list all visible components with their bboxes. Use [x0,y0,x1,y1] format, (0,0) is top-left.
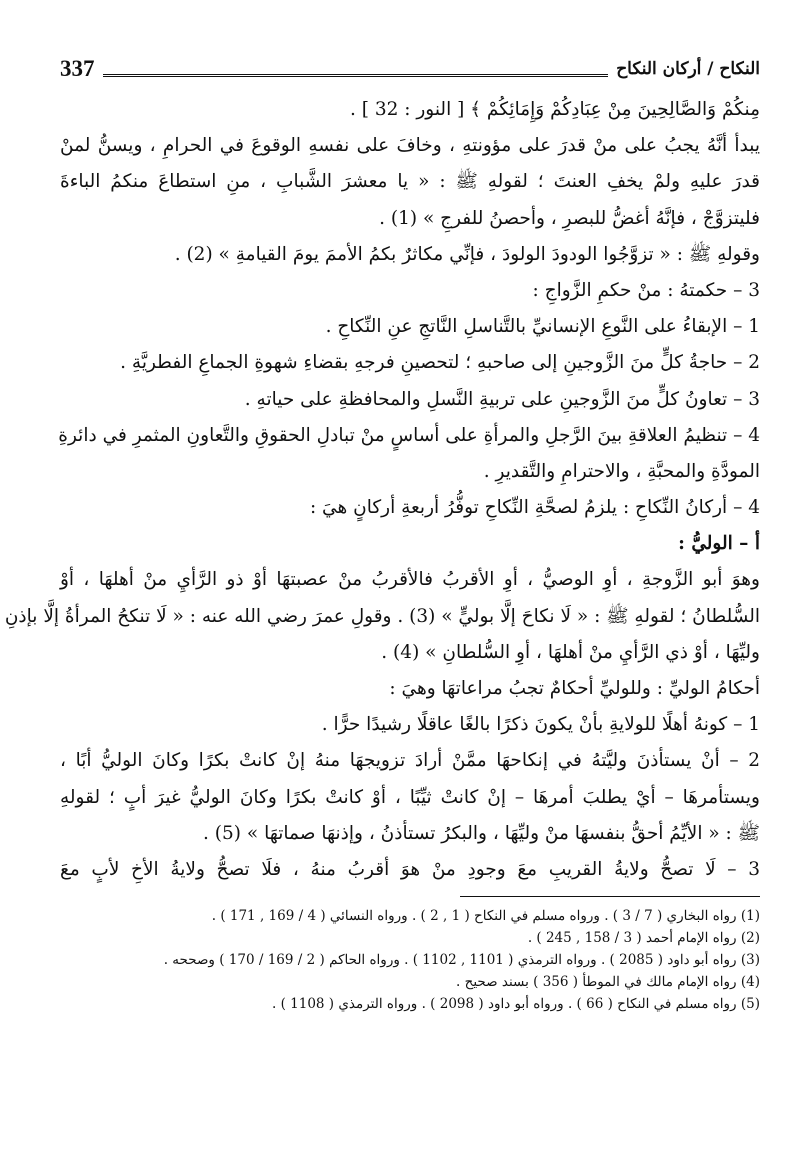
text-line: مِنكُمْ وَالصَّالِحِينَ مِنْ عِبَادِكُمْ وَإِمَائِكُمْ ﴾ [ النور : 32 ] . [349,99,760,120]
text-line: قدرَ عليهِ ولمْ يخفِ العنتَ ؛ لقولهِ ﷺ : « يا معشرَ الشَّبابِ ، منِ استطاعَ منكمُ الباءةَ [60,171,760,193]
footnote: (1) رواه البخاري ( 7 / 3 ) . ورواه مسلم في النكاح ( 1 , 2 ) . ورواه النسائي ( 4 / 169 , 171 ) . [211,908,760,925]
list-item: 4 – تنظيمُ العلاقةِ بينَ الرَّجلِ والمرأةِ على أساسٍ منْ تبادلِ الحقوقِ والتَّعاونِ المثمرِ في دائرةِ [58,424,760,446]
footnote: (4) رواه الإمام مالك في الموطأ ( 356 ) بسند صحيح . [456,974,760,991]
main-text [4,92,760,888]
section-heading: 3 – حكمتهُ : منْ حكمِ الزَّواجِ : [532,279,760,301]
text-line: السُّلطانُ ؛ لقولهِ ﷺ : « لَا نكاحَ إلَّا بوليٍّ » (3) . وقولِ عمرَ رضي الله عنه : « لَا تنكحُ المرأةُ إلَّا بإذنِ [4,605,760,627]
running-title: النكاح / أركان النكاح [616,59,760,79]
book-page [4,52,760,1015]
text-line: وقولهِ ﷺ : « تزوَّجُوا الودودَ الولودَ ، فإنِّي مكاثرٌ بكمُ الأممَ يومَ القيامةِ » (2) . [174,243,760,265]
text-line: ويستأمرهَا – أيْ يطلبَ أمرهَا – إنْ كانتْ ثيِّبًا ، أوْ كانتْ بكرًا وكانَ الوليُّ غيرَ أبٍ ؛ لقولهِ [60,786,760,808]
footnote: (3) رواه أبو داود ( 2085 ) . ورواه الترمذي ( 1101 , 1102 ) . ورواه الحاكم ( 2 / 169 / 170 ) وصححه . [163,952,760,969]
subsection-heading: أ – الوليُّ : [678,533,760,555]
subsection-heading: أحكامُ الوليِّ : وللوليِّ أحكامٌ تجبُ مراعاتهَا وهيَ : [389,678,760,699]
header-rule [103,74,609,77]
list-item: 1 – كونهُ أهلًا للولايةِ بأنْ يكونَ ذكرًا بالغًا عاقلًا رشيدًا حرًّا . [321,714,760,736]
list-item: 3 – لَا تصحُّ ولايةُ القريبِ معَ وجودِ منْ هوَ أقربُ منهُ ، فلَا تصحُّ ولايةُ الأخِ لأبٍ معَ [60,858,760,880]
list-item: 2 – حاجةُ كلٍّ منَ الزَّوجينِ إلى صاحبهِ ؛ لتحصينِ فرجهِ بقضاءِ شهوةِ الجماعِ الفطريَّةِ . [120,352,760,374]
text-line: وهوَ أبو الزَّوجةِ ، أوِ الوصيُّ ، أوِ الأقربُ فالأقربُ منْ عصبتهَا أوْ ذو الرَّأيِ منْ أهلهَا ، أوْ [60,569,760,591]
page-number: 337 [60,56,95,81]
footnotes [60,905,760,1015]
footnote: (2) رواه الإمام أحمد ( 3 / 158 , 245 ) . [527,930,760,947]
running-header [60,52,760,82]
text-line: المودَّةِ والمحبَّةِ ، والاحترامِ والتَّقديرِ . [483,460,760,482]
text-line: ﷺ : « الأيِّمُ أحقُّ بنفسهَا منْ وليِّهَا ، والبكرُ تستأذنُ ، وإذنهَا صماتهَا » (5) . [203,822,760,844]
text-line: وليِّهَا ، أوْ ذي الرَّأيِ منْ أهلهَا ، أوِ السُّلطانِ » (4) . [381,641,760,663]
list-item: 2 – أنْ يستأذنَ وليَّتهُ في إنكاحهَا ممَّنْ أرادَ تزويجهَا منهُ إنْ كانتْ بكرًا وكانَ الوليُّ أبًا ، [60,750,760,772]
list-item: 1 – الإبقاءُ على النَّوعِ الإنسانيِّ بالتَّناسلِ النَّاتجِ عنِ النِّكاحِ . [325,316,760,338]
footnote-rule [460,896,760,897]
section-heading: 4 – أركانُ النِّكاحِ : يلزمُ لصحَّةِ النِّكاحِ توفُّرُ أربعةِ أركانٍ هيَ : [309,497,760,519]
list-item: 3 – تعاونُ كلٍّ منَ الزَّوجينِ على تربيةِ النَّسلِ والمحافظةِ على حياتهِ . [244,388,760,410]
text-line: فليتزوَّجْ ، فإنَّهُ أغضُّ للبصرِ ، وأحصنُ للفرجِ » (1) . [379,207,760,229]
text-line: يبدأ أنَّهُ يجبُ على منْ قدرَ على مؤونتهِ ، وخافَ على نفسهِ الوقوعَ في الحرامِ ، ويسنُّ لمنْ [60,135,760,157]
footnote: (5) رواه مسلم في النكاح ( 66 ) . ورواه أبو داود ( 2098 ) . ورواه الترمذي ( 1108 ) . [272,996,760,1013]
